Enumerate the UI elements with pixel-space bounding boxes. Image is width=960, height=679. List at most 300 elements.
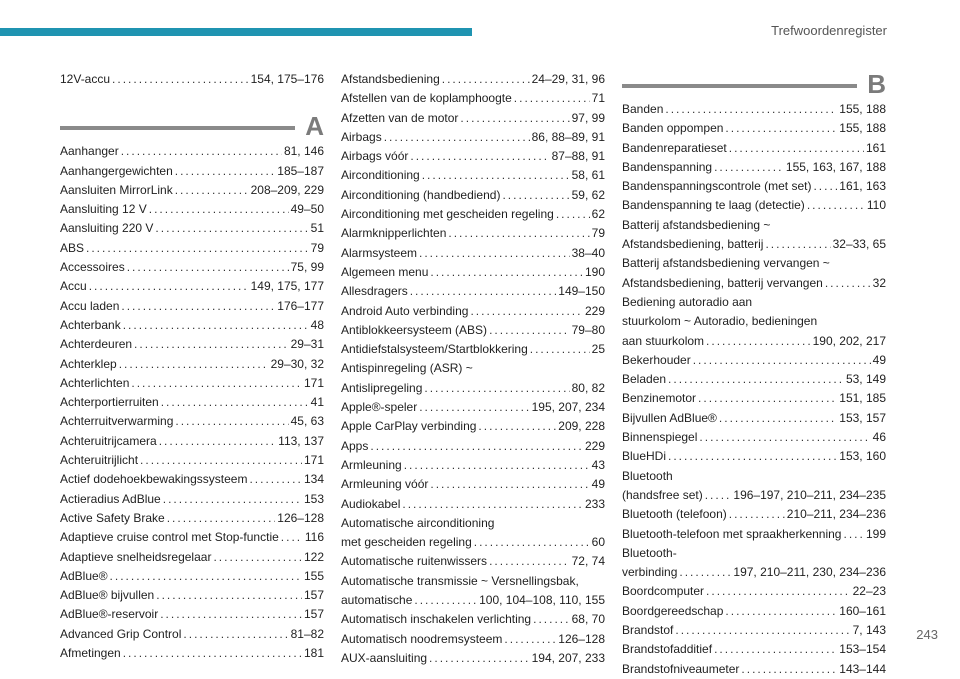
dot-leader <box>725 119 837 138</box>
index-entry <box>60 470 324 489</box>
page-reference: 195, 207, 234 <box>531 400 605 415</box>
page-reference: 185–187 <box>277 163 324 178</box>
index-term: Achterruitverwarming <box>60 414 174 429</box>
page-reference: 209, 228 <box>558 419 605 434</box>
index-entry <box>622 525 886 544</box>
page-reference: 197, 210–211, 230, 234–236 <box>733 565 886 580</box>
page-reference: 154, 175–176 <box>250 72 324 86</box>
index-entry <box>341 533 605 552</box>
index-column-1 <box>60 70 324 663</box>
dot-leader <box>183 625 288 644</box>
dot-leader <box>442 70 530 89</box>
index-entry <box>341 302 605 321</box>
page-reference: 181 <box>303 646 324 661</box>
index-entry <box>60 509 324 528</box>
index-term: Bandenreparatieset <box>622 140 727 155</box>
index-entry <box>622 177 886 196</box>
dot-leader <box>160 605 302 624</box>
index-term: Airconditioning met gescheiden regeling <box>341 207 554 222</box>
index-term: Airbags <box>341 129 382 144</box>
dot-leader <box>119 355 269 374</box>
page-number: 243 <box>916 627 938 642</box>
index-entry <box>622 447 886 466</box>
index-term: Antiblokkeersysteem (ABS) <box>341 322 488 337</box>
index-term: AdBlue® <box>60 568 108 583</box>
page-reference: 87–88, 91 <box>551 149 605 164</box>
section-divider <box>622 84 857 88</box>
index-entry <box>60 644 324 663</box>
index-entry <box>622 274 886 293</box>
index-term: Bandenspanning <box>622 159 713 174</box>
section-letter: B <box>867 69 886 99</box>
dot-leader <box>384 128 530 147</box>
index-entry <box>60 374 324 393</box>
page-reference: 190 <box>584 264 605 279</box>
page-reference: 46 <box>872 430 886 445</box>
index-term: Bandenspanning te laag (detectie) <box>622 198 805 213</box>
index-term: Afstandsbediening, batterij vervangen <box>622 275 823 290</box>
page-reference: 171 <box>303 453 324 468</box>
page-reference: 49–50 <box>290 202 324 217</box>
index-term: Aansluiten MirrorLink <box>60 182 173 197</box>
index-entry-line: Bediening autoradio aan <box>622 294 753 309</box>
index-term: Allesdragers <box>341 284 408 299</box>
index-term: Aansluiting 12 V <box>60 202 147 217</box>
page-reference: 79 <box>310 240 324 255</box>
dot-leader <box>155 219 308 238</box>
dot-leader <box>675 621 850 640</box>
index-entry <box>60 219 324 238</box>
dot-leader <box>121 142 282 161</box>
dot-leader <box>489 552 570 571</box>
page-reference: 79–80 <box>571 322 605 337</box>
index-term: Bekerhouder <box>622 352 691 367</box>
page-reference: 29–30, 32 <box>270 356 324 371</box>
index-term: Bluetooth (telefoon) <box>622 507 727 522</box>
index-term: Automatische ruitenwissers <box>341 554 488 569</box>
dot-leader <box>719 409 837 428</box>
dot-leader <box>127 258 289 277</box>
page-reference: 41 <box>310 395 324 410</box>
page-reference: 122 <box>303 549 324 564</box>
dot-leader <box>410 147 549 166</box>
index-term: Antidiefstalsysteem/Startblokkering <box>341 342 528 357</box>
dot-leader <box>729 505 785 524</box>
index-entry <box>622 602 886 621</box>
index-term: Accu <box>60 279 87 294</box>
index-term: Achterdeuren <box>60 337 133 352</box>
dot-leader <box>679 563 731 582</box>
index-column-2 <box>341 70 605 668</box>
dot-leader <box>410 282 557 301</box>
dot-leader <box>249 470 302 489</box>
index-term: Apple CarPlay verbinding <box>341 419 477 434</box>
page-reference: 171 <box>303 375 324 390</box>
index-term: met gescheiden regeling <box>341 535 472 550</box>
page-reference: 72, 74 <box>571 554 605 569</box>
page-reference: 229 <box>584 303 605 318</box>
dot-leader <box>429 649 530 668</box>
index-entry <box>341 263 605 282</box>
index-term: Beladen <box>622 372 667 387</box>
index-entry <box>622 332 886 351</box>
index-entry <box>622 486 886 505</box>
page-reference: 110 <box>866 198 886 213</box>
index-entry <box>341 398 605 417</box>
page-reference: 53, 149 <box>845 372 886 387</box>
page-reference: 75, 99 <box>290 260 324 275</box>
index-term: Advanced Grip Control <box>60 626 182 641</box>
dot-leader <box>424 379 569 398</box>
dot-leader <box>281 528 303 547</box>
dot-leader <box>843 525 863 544</box>
index-entry <box>60 625 324 644</box>
dot-leader <box>430 263 583 282</box>
index-entry <box>341 437 605 456</box>
header-accent-bar <box>0 28 472 36</box>
index-entry <box>341 475 605 494</box>
index-entry <box>60 70 324 89</box>
page-reference: 194, 207, 233 <box>531 650 605 665</box>
index-term: Achterklep <box>60 356 117 371</box>
index-term: aan stuurkolom <box>622 333 705 348</box>
dot-leader <box>530 340 590 359</box>
page-reference: 199 <box>865 526 886 541</box>
page-reference: 113, 137 <box>278 433 324 448</box>
index-term: Armleuning vóór <box>341 477 429 492</box>
letter-section-header <box>60 112 324 140</box>
index-term: Afzetten van de motor <box>341 110 459 125</box>
index-entry <box>341 340 605 359</box>
page-reference: 155, 188 <box>839 102 886 116</box>
section-gap <box>60 89 324 112</box>
index-entry <box>341 147 605 166</box>
page-reference: 161 <box>865 140 886 155</box>
dot-leader <box>460 109 569 128</box>
index-entry <box>60 258 324 277</box>
index-entry <box>341 591 605 610</box>
index-term: Brandstof <box>622 623 674 638</box>
index-term: Automatisch inschakelen verlichting <box>341 612 532 627</box>
dot-leader <box>163 490 302 509</box>
index-entry <box>341 456 605 475</box>
index-term: Aanhanger <box>60 144 119 159</box>
index-term: Airconditioning <box>341 168 420 183</box>
page-reference: 233 <box>584 496 605 511</box>
dot-leader <box>693 351 871 370</box>
index-term: (handsfree set) <box>622 487 703 502</box>
page-reference: 80, 82 <box>571 380 605 395</box>
index-term: Alarmknipperlichten <box>341 226 447 241</box>
page-reference: 29–31 <box>290 337 324 352</box>
index-term: Banden <box>622 102 664 116</box>
dot-leader <box>825 274 871 293</box>
page-reference: 59, 62 <box>571 187 605 202</box>
index-term: Android Auto verbinding <box>341 303 469 318</box>
index-entry <box>341 70 605 89</box>
index-entry <box>60 316 324 335</box>
index-term: Active Safety Brake <box>60 510 165 525</box>
page-reference: 68, 70 <box>571 612 605 627</box>
dot-leader <box>705 486 732 505</box>
page-reference: 81, 146 <box>283 144 324 159</box>
dot-leader <box>156 586 302 605</box>
page-reference: 126–128 <box>558 631 605 646</box>
page-reference: 49 <box>872 352 886 367</box>
index-entry <box>60 586 324 605</box>
page-reference: 157 <box>303 607 324 622</box>
page-reference: 229 <box>584 438 605 453</box>
index-term: Afstandsbediening <box>341 72 440 86</box>
page-reference: 126–128 <box>277 510 324 525</box>
index-entry <box>60 567 324 586</box>
index-entry-line: Antispinregeling (ASR) ~ <box>341 361 473 376</box>
index-entry <box>60 335 324 354</box>
index-term: Boordcomputer <box>622 584 705 599</box>
index-entry <box>622 351 886 370</box>
index-entry <box>341 321 605 340</box>
index-entry <box>60 239 324 258</box>
index-entry <box>622 428 886 447</box>
page-reference: 48 <box>310 317 324 332</box>
index-entry <box>622 640 886 659</box>
index-term: Adaptieve cruise control met Stop-functie <box>60 530 279 545</box>
dot-leader <box>430 475 589 494</box>
index-entry <box>622 505 886 524</box>
dot-leader <box>213 548 302 567</box>
index-term: automatische <box>341 593 413 608</box>
index-term: BlueHDi <box>622 449 667 464</box>
dot-leader <box>448 224 589 243</box>
index-entry <box>341 630 605 649</box>
index-column-3 <box>622 70 886 679</box>
page-reference: 24–29, 31, 96 <box>531 72 605 86</box>
index-entry <box>60 412 324 431</box>
dot-leader <box>134 335 289 354</box>
index-term: Actieradius AdBlue <box>60 491 161 506</box>
index-entry <box>341 244 605 263</box>
page-reference: 134 <box>303 472 324 487</box>
index-term: Automatisch noodremsysteem <box>341 631 503 646</box>
index-term: verbinding <box>622 565 678 580</box>
dot-leader <box>402 495 583 514</box>
dot-leader <box>489 321 570 340</box>
index-entry <box>622 196 886 215</box>
index-entry <box>622 235 886 254</box>
dot-leader <box>123 644 302 663</box>
page-reference: 22–23 <box>852 584 886 599</box>
index-entry <box>622 370 886 389</box>
index-entry <box>60 548 324 567</box>
index-term: Boordgereedschap <box>622 603 724 618</box>
dot-leader <box>807 196 865 215</box>
page-reference: 143–144 <box>839 661 886 676</box>
dot-leader <box>89 277 249 296</box>
dot-leader <box>414 591 477 610</box>
dot-leader <box>112 70 249 89</box>
index-entry <box>622 139 886 158</box>
page-reference: 196–197, 210–211, 234–235 <box>733 487 886 502</box>
index-term: AUX-aansluiting <box>341 650 428 665</box>
page-header-title: Trefwoordenregister <box>771 23 887 38</box>
dot-leader <box>556 205 590 224</box>
page-reference: 155, 188 <box>839 121 886 136</box>
page-reference: 153, 157 <box>839 410 886 425</box>
index-term: Bluetooth-telefoon met spraakherkenning <box>622 526 842 541</box>
dot-leader <box>121 297 275 316</box>
page-reference: 71 <box>591 91 605 106</box>
index-term: Achteruitrijcamera <box>60 433 157 448</box>
index-term: Airconditioning (handbediend) <box>341 187 501 202</box>
index-term: Accu laden <box>60 298 120 313</box>
page-reference: 160–161 <box>839 603 886 618</box>
index-term: Bandenspanningscontrole (met set) <box>622 179 812 194</box>
dot-leader <box>149 200 289 219</box>
index-entry <box>60 451 324 470</box>
page-reference: 58, 61 <box>571 168 605 183</box>
page-reference: 81–82 <box>290 626 324 641</box>
index-entry <box>341 89 605 108</box>
index-entry <box>60 297 324 316</box>
index-entry <box>341 649 605 668</box>
page-reference: 86, 88–89, 91 <box>531 129 605 144</box>
dot-leader <box>140 451 302 470</box>
index-entry-line: Bluetooth <box>622 468 673 483</box>
dot-leader <box>714 640 837 659</box>
dot-leader <box>699 428 870 447</box>
index-entry-line: stuurkolom ~ Autoradio, bedieningen <box>622 314 818 329</box>
dot-leader <box>370 437 583 456</box>
index-entry <box>341 610 605 629</box>
index-entry <box>60 490 324 509</box>
index-entry <box>341 186 605 205</box>
index-term: Banden oppompen <box>622 121 724 136</box>
page-reference: 60 <box>591 535 605 550</box>
dot-leader <box>706 582 851 601</box>
index-term: ABS <box>60 240 85 255</box>
index-term: Actief dodehoekbewakingssysteem <box>60 472 248 487</box>
dot-leader <box>404 456 590 475</box>
index-entry-line: Automatische airconditioning <box>341 515 495 530</box>
page-reference: 49 <box>591 477 605 492</box>
page-reference: 43 <box>591 457 605 472</box>
index-term: Achteruitrijlicht <box>60 453 139 468</box>
page-reference: 210–211, 234–236 <box>786 507 886 522</box>
dot-leader <box>86 239 309 258</box>
page-reference: 7, 143 <box>852 623 886 638</box>
index-term: Apps <box>341 438 369 453</box>
page-reference: 51 <box>310 221 324 236</box>
index-entry <box>60 432 324 451</box>
index-entry <box>60 162 324 181</box>
index-term: Alarmsysteem <box>341 245 418 260</box>
page-reference: 116 <box>304 530 324 545</box>
page-reference: 153, 160 <box>839 449 886 464</box>
index-term: Bijvullen AdBlue® <box>622 410 717 425</box>
index-entry-line: Batterij afstandsbediening vervangen ~ <box>622 256 830 271</box>
page-reference: 153 <box>303 491 324 506</box>
index-entry <box>622 100 886 119</box>
page-reference: 97, 99 <box>571 110 605 125</box>
dot-leader <box>470 302 583 321</box>
index-entry-line: Automatische transmissie ~ Versnellingsbak, <box>341 573 579 588</box>
dot-leader <box>504 630 556 649</box>
index-term: Airbags vóór <box>341 149 409 164</box>
index-entry <box>622 660 886 679</box>
index-entry <box>341 552 605 571</box>
dot-leader <box>665 100 837 119</box>
index-term: Antislipregeling <box>341 380 423 395</box>
index-entry <box>60 605 324 624</box>
page-reference: 38–40 <box>571 245 605 260</box>
index-entry <box>60 200 324 219</box>
index-entry <box>622 563 886 582</box>
index-term: 12V-accu <box>60 72 111 86</box>
dot-leader <box>175 412 288 431</box>
page-reference: 153–154 <box>839 642 886 657</box>
dot-leader <box>175 181 249 200</box>
dot-leader <box>161 393 309 412</box>
page-reference: 155, 163, 167, 188 <box>785 159 886 174</box>
page-reference: 25 <box>591 342 605 357</box>
page-reference: 208–209, 229 <box>250 182 324 197</box>
index-term: Aansluiting 220 V <box>60 221 154 236</box>
section-letter: A <box>305 111 324 142</box>
index-entry <box>341 109 605 128</box>
index-entry <box>60 355 324 374</box>
index-entry <box>341 379 605 398</box>
section-divider <box>60 126 295 130</box>
index-entry <box>341 495 605 514</box>
dot-leader <box>175 162 276 181</box>
index-entry <box>341 282 605 301</box>
page-reference: 190, 202, 217 <box>812 333 886 348</box>
index-term: Armleuning <box>341 457 402 472</box>
dot-leader <box>478 417 556 436</box>
dot-leader <box>110 567 302 586</box>
index-term: Afstellen van de koplamphoogte <box>341 91 512 106</box>
dot-leader <box>729 139 864 158</box>
index-term: Brandstofadditief <box>622 642 713 657</box>
index-term: Accessoires <box>60 260 125 275</box>
index-term: Achterlichten <box>60 375 130 390</box>
index-term: AdBlue®-reservoir <box>60 607 159 622</box>
dot-leader <box>533 610 570 629</box>
index-entry <box>60 393 324 412</box>
index-entry <box>341 224 605 243</box>
index-term: Achterportierruiten <box>60 395 159 410</box>
dot-leader <box>765 235 830 254</box>
page-reference: 45, 63 <box>290 414 324 429</box>
index-term: Brandstofniveaumeter <box>622 661 740 676</box>
page-reference: 149–150 <box>558 284 605 299</box>
page-reference: 176–177 <box>277 298 324 313</box>
index-entry-line: Batterij afstandsbediening ~ <box>622 217 771 232</box>
dot-leader <box>167 509 276 528</box>
index-entry <box>60 277 324 296</box>
page-reference: 62 <box>591 207 605 222</box>
index-term: Afmetingen <box>60 646 121 661</box>
index-term: AdBlue® bijvullen <box>60 588 155 603</box>
index-entry <box>622 119 886 138</box>
dot-leader <box>123 316 309 335</box>
dot-leader <box>474 533 590 552</box>
index-entry <box>60 142 324 161</box>
index-entry <box>60 528 324 547</box>
page-reference: 100, 104–108, 110, 155 <box>479 593 605 608</box>
index-entry <box>60 181 324 200</box>
index-term: Apple®-speler <box>341 400 418 415</box>
